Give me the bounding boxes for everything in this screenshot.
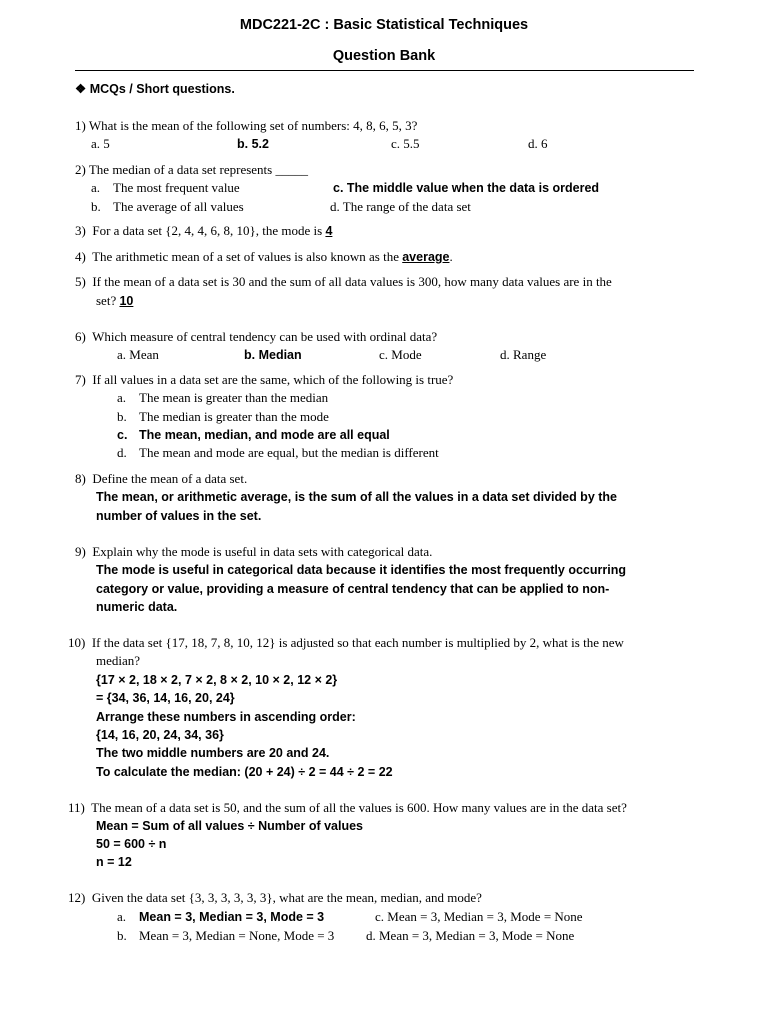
- q6-option-d: d. Range: [500, 347, 547, 362]
- question-7: [75, 372, 453, 388]
- q12-option-b-marker: b.: [117, 928, 127, 943]
- q5-answer: 10: [119, 294, 134, 308]
- q10-answer-line-3: Arrange these numbers in ascending order:: [96, 710, 356, 724]
- q12-option-b: Mean = 3, Median = None, Mode = 3: [139, 928, 335, 943]
- q2-option-a: The most frequent value: [113, 180, 240, 195]
- question-number: 5): [75, 274, 86, 289]
- question-6: [75, 329, 437, 345]
- q6-option-a: a. Mean: [117, 347, 159, 362]
- question-number: 4): [75, 249, 86, 264]
- q10-answer-line-5: The two middle numbers are 20 and 24.: [96, 746, 330, 760]
- section-title: MCQs / Short questions.: [89, 82, 235, 96]
- question-number: 7): [75, 372, 86, 387]
- q7-option-a: The mean is greater than the median: [139, 390, 329, 405]
- question-text: Define the mean of a data set.: [92, 471, 248, 486]
- question-9: [75, 544, 432, 560]
- q10-answer-line-2: = {34, 36, 14, 16, 20, 24}: [96, 691, 235, 705]
- q7-option-c-correct: The mean, median, and mode are all equal: [139, 428, 390, 442]
- question-5: [75, 274, 612, 290]
- q4-answer: average: [402, 250, 450, 264]
- question-8: [75, 471, 247, 487]
- q10-answer-line-6: To calculate the median: (20 + 24) ÷ 2 = 44 ÷ 2 = 22: [96, 765, 393, 779]
- question-text-cont: set?: [96, 293, 117, 308]
- page-title: Question Bank: [332, 48, 436, 64]
- q2-option-c-correct: c. The middle value when the data is ordered: [333, 181, 600, 195]
- q10-answer-line-4: {14, 16, 20, 24, 34, 36}: [96, 728, 224, 742]
- header-divider: [75, 70, 694, 71]
- q3-answer: 4: [325, 224, 333, 238]
- q7-option-b: The median is greater than the mode: [139, 409, 329, 424]
- question-number: 11): [68, 800, 85, 815]
- q10-text-cont: median?: [96, 653, 141, 668]
- q4-period: .: [449, 249, 453, 264]
- question-1: [75, 118, 417, 134]
- question-text: If the data set {17, 18, 7, 8, 10, 12} is adjusted so that each number is multiplied by 2, what is the new: [91, 635, 624, 650]
- question-number: 9): [75, 544, 86, 559]
- question-10: [68, 635, 624, 651]
- q2-option-b-marker: b.: [91, 199, 101, 214]
- question-text: Explain why the mode is useful in data sets with categorical data.: [92, 544, 433, 559]
- question-text: The median of a data set represents _____: [88, 162, 308, 177]
- q6-option-b-correct: b. Median: [244, 348, 302, 362]
- q2-option-d: d. The range of the data set: [330, 199, 471, 214]
- question-text: Given the data set {3, 3, 3, 3, 3, 3}, what are the mean, median, and mode?: [91, 890, 482, 905]
- q12-option-c: c. Mean = 3, Median = 3, Mode = None: [375, 909, 583, 924]
- diamond-bullet-icon: ❖: [75, 82, 87, 96]
- q7-option-c-marker: c.: [117, 428, 128, 442]
- question-11: [68, 800, 627, 816]
- q8-answer-line-1: The mean, or arithmetic average, is the sum of all the values in a data set divided by the: [96, 490, 617, 504]
- q6-option-c: c. Mode: [379, 347, 422, 362]
- q1-option-c: c. 5.5: [391, 136, 420, 151]
- question-number: 10): [68, 635, 86, 650]
- q1-option-a: a. 5: [91, 136, 110, 151]
- question-text: The arithmetic mean of a set of values is also known as the: [92, 249, 399, 264]
- q12-option-d: d. Mean = 3, Median = 3, Mode = None: [366, 928, 575, 943]
- question-text: What is the mean of the following set of numbers: 4, 8, 6, 5, 3?: [88, 118, 418, 133]
- q1-option-b-correct: b. 5.2: [237, 137, 269, 151]
- question-text: If the mean of a data set is 30 and the sum of all data values is 300, how many data values are in the: [92, 274, 612, 289]
- q11-answer-line-3: n = 12: [96, 855, 132, 869]
- course-title: MDC221-2C : Basic Statistical Techniques: [239, 17, 529, 33]
- section-heading: [75, 81, 235, 97]
- question-text: Which measure of central tendency can be used with ordinal data?: [92, 329, 438, 344]
- question-number: 3): [75, 223, 86, 238]
- q9-answer-line-2: category or value, providing a measure of central tendency that can be applied to non-: [96, 582, 610, 596]
- question-number: 1): [75, 118, 86, 133]
- q8-answer-line-2: number of values in the set.: [96, 509, 262, 523]
- q9-answer-line-1: The mode is useful in categorical data because it identifies the most frequently occurring: [96, 563, 626, 577]
- question-number: 6): [75, 329, 86, 344]
- question-4: [75, 249, 453, 265]
- q11-answer-line-1: Mean = Sum of all values ÷ Number of values: [96, 819, 364, 833]
- q7-option-d: The mean and mode are equal, but the median is different: [139, 445, 439, 460]
- q11-answer-line-2: 50 = 600 ÷ n: [96, 837, 167, 851]
- q7-option-a-marker: a.: [117, 390, 127, 405]
- question-number: 12): [68, 890, 86, 905]
- q2-option-a-marker: a.: [91, 180, 101, 195]
- question-text: If all values in a data set are the same, which of the following is true?: [92, 372, 454, 387]
- q1-option-d: d. 6: [528, 136, 548, 151]
- q5-continuation: [96, 293, 133, 309]
- question-2: [75, 162, 308, 178]
- question-3: [75, 223, 332, 239]
- q7-option-d-marker: d.: [117, 445, 127, 460]
- question-12: [68, 890, 482, 906]
- q12-option-a-correct: Mean = 3, Median = 3, Mode = 3: [139, 910, 325, 924]
- question-text: For a data set {2, 4, 4, 6, 8, 10}, the mode is: [92, 223, 323, 238]
- q9-answer-line-3: numeric data.: [96, 600, 178, 614]
- q10-answer-line-1: {17 × 2, 18 × 2, 7 × 2, 8 × 2, 10 × 2, 12 × 2}: [96, 673, 338, 687]
- question-text: The mean of a data set is 50, and the sum of all the values is 600. How many values are in the data set?: [91, 800, 627, 815]
- question-number: 8): [75, 471, 86, 486]
- q7-option-b-marker: b.: [117, 409, 127, 424]
- q2-option-b: The average of all values: [113, 199, 244, 214]
- q12-option-a-marker: a.: [117, 909, 127, 924]
- question-number: 2): [75, 162, 86, 177]
